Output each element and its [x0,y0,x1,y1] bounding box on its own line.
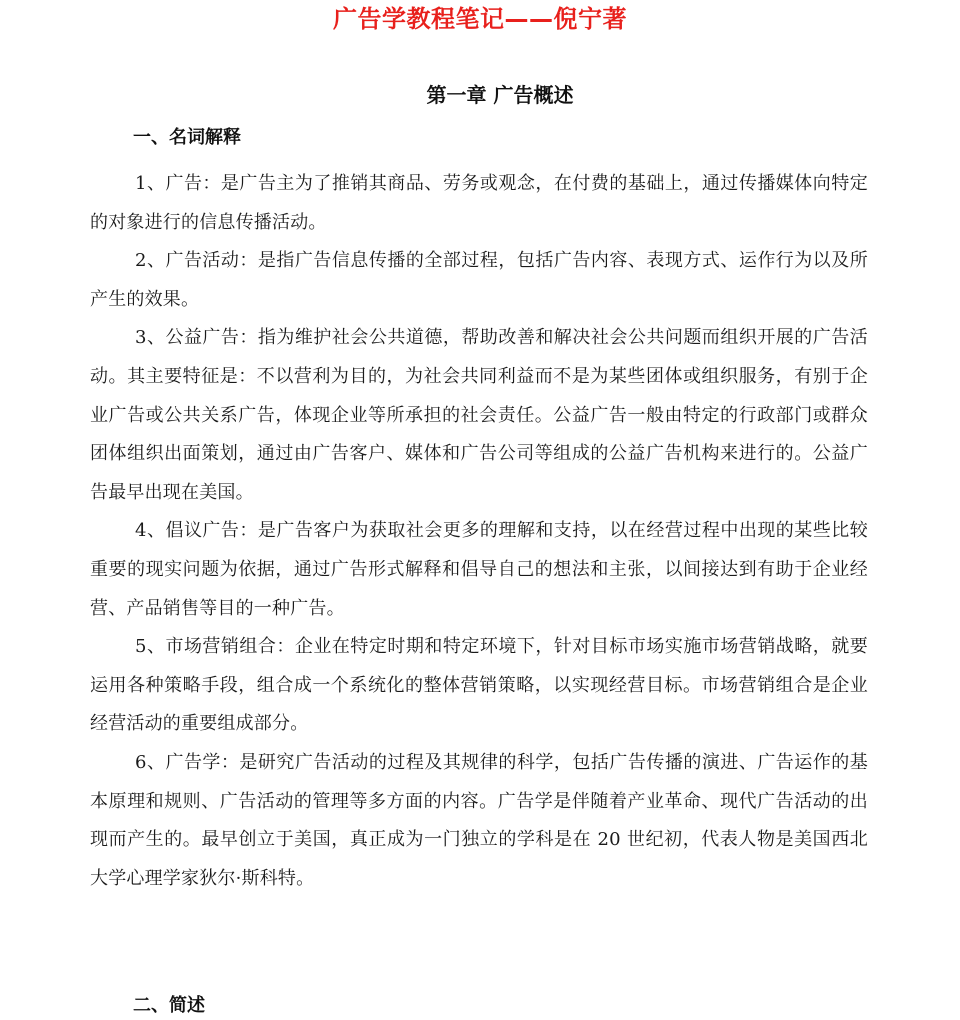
paragraph-advertising-science: 6、广告学：是研究广告活动的过程及其规律的科学，包括广告传播的演进、广告运作的基本原理和规则、广告活动的管理等多方面的内容。广告学是伴随着产业革命、现代广告活动的出现而产生的。最早创立于美国，真正成为一门独立的学科是在 20 世纪初，代表人物是美国西北大学心理学家狄尔·斯科特。 [90,751,868,889]
section-heading-summary: 二、简述 [133,995,205,1016]
paragraph-advocacy-ad: 4、倡议广告：是广告客户为获取社会更多的理解和支持，以在经营过程中出现的某些比较重要的现实问题为依据，通过广告形式解释和倡导自己的想法和主张，以间接达到有助于企业经营、产品销售等目的一种广告。 [90,520,868,619]
paragraph-public-service-ad: 3、公益广告：指为维护社会公共道德，帮助改善和解决社会公共问题而组织开展的广告活动。其主要特征是：不以营利为目的，为社会共同利益而不是为某些团体或组织服务，有别于企业广告或公共关系广告，体现企业等所承担的社会责任。公益广告一般由特定的行政部门或群众团体组织出面策划，通过由广告客户、媒体和广告公司等组成的公益广告机构来进行的。公益广告最早出现在美国。 [90,327,868,503]
document-title: 广告学教程笔记——倪宁著 [333,5,627,33]
section-heading-terms: 一、名词解释 [133,127,241,148]
paragraph-advertising: 1、广告：是广告主为了推销其商品、劳务或观念，在付费的基础上，通过传播媒体向特定的对象进行的信息传播活动。 [90,173,868,233]
paragraph-marketing-mix: 5、市场营销组合：企业在特定时期和特定环境下，针对目标市场实施市场营销战略，就要运用各种策略手段，组合成一个系统化的整体营销策略，以实现经营目标。市场营销组合是企业经营活动的重要组成部分。 [90,636,868,735]
paragraph-advertising-activity: 2、广告活动：是指广告信息传播的全部过程，包括广告内容、表现方式、运作行为以及所产生的效果。 [90,250,868,310]
chapter-title: 第一章 广告概述 [426,83,574,107]
document-body [90,165,868,898]
